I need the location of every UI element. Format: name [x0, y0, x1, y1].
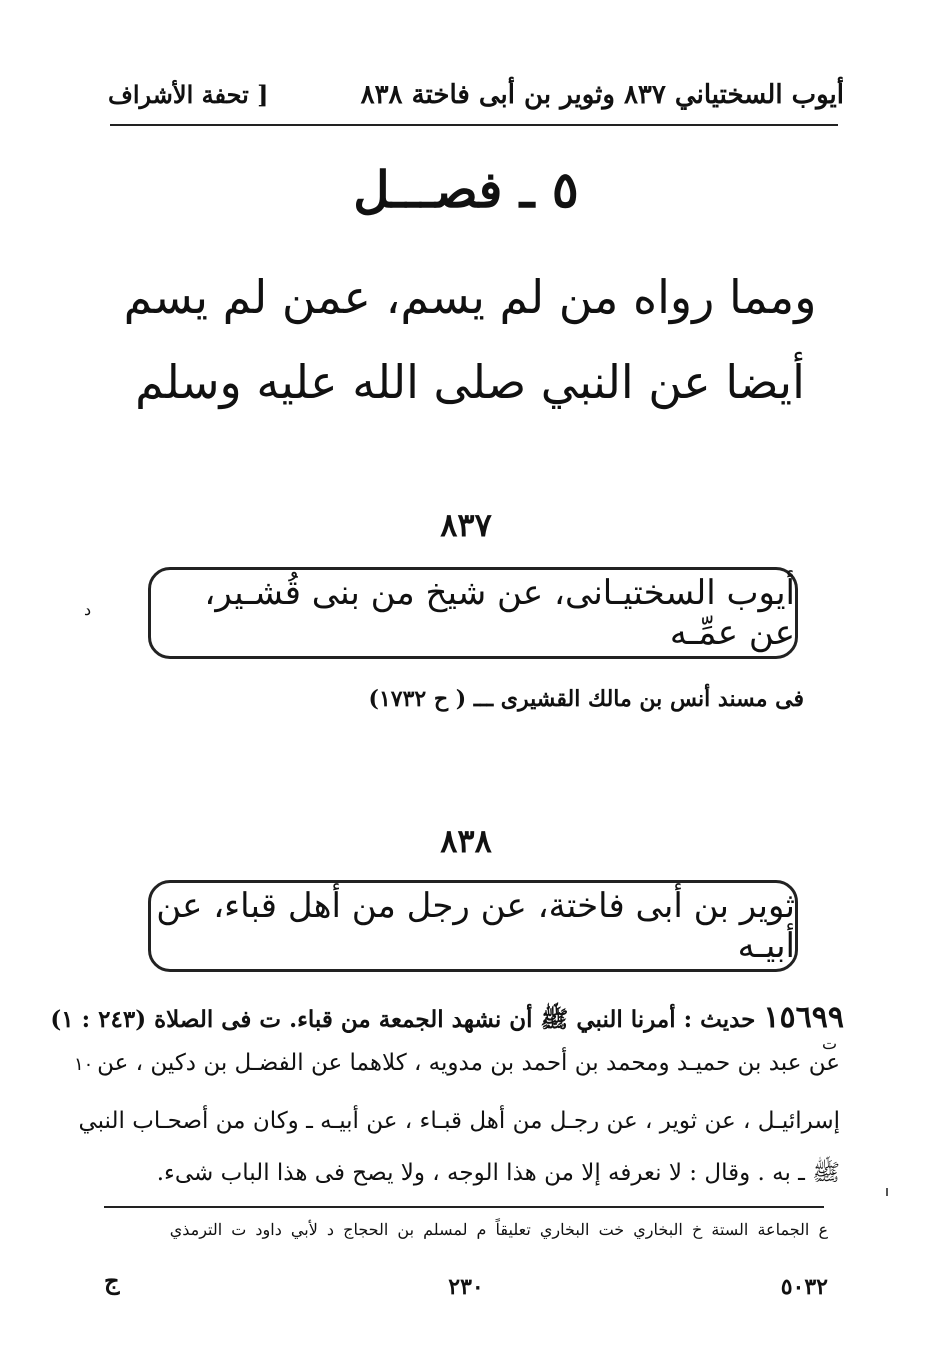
hadith-line: ﷺ ـ به . وقال : لا نعرفه إلا من هذا الوجه ، ولا يصح فى هذا الباب شىء. — [156, 1160, 840, 1186]
hadith-text: حديث : أمرنا النبي ﷺ أن نشهد الجمعة من قباء. ت فى الصلاة (٢٤٣ : ١) — [50, 1006, 756, 1033]
margin-siglum: د — [84, 600, 92, 619]
running-header-book: [ تحفة الأشراف — [108, 80, 269, 109]
cross-reference: فى مسند أنس بن مالك القشيرى ـــ ( ح ١٧٣٢) — [368, 686, 804, 712]
footer-rule — [104, 1206, 824, 1208]
volume-page-marker: ٥٠٣٢ — [780, 1274, 828, 1300]
chapter-title-line-2: أيضا عن النبي صلى الله عليه وسلم — [135, 355, 805, 409]
hadith-line: عن عبد بن حميـد ومحمد بن أحمد بن مدويه ، كلاهما عن الفضـل بن دكين ، عن — [97, 1050, 840, 1076]
section-heading: ٥ ـ فصـــل — [353, 160, 579, 219]
folio-mark: ج — [104, 1266, 120, 1295]
hadith-line — [50, 1000, 844, 1039]
header-rule — [110, 124, 838, 126]
running-header-title: أيوب السختياني ٨٣٧ وثوير بن أبى فاختة ٨٣٨ — [360, 80, 844, 110]
entry-number: ٨٣٧ — [440, 506, 492, 544]
chapter-title-line-1: ومما رواه من لم يسم، عمن لم يسم — [123, 270, 817, 324]
sigla-key: ع الجماعة الستة خ البخاري خت البخاري تعليقاً م لمسلم بن الحجاج د لأبي داود ت الترمذي — [169, 1220, 828, 1239]
hadith-line: إسرائيـل ، عن ثوير ، عن رجـل من أهل قبـاء ، عن أبيـه ـ وكان من أصحـاب النبي — [78, 1108, 840, 1134]
narrator-chain: أيوب السختيـانى، عن شيخ من بنى قُشـير، عن عمِّـه — [204, 573, 795, 653]
entry-number: ٨٣٨ — [440, 822, 492, 860]
margin-siglum: ت — [822, 1034, 838, 1053]
hadith-number: ١٥٦٩٩ — [763, 1000, 844, 1035]
scan-speck — [886, 1188, 888, 1196]
page-number: ٢٣٠ — [448, 1274, 484, 1300]
narrator-box — [148, 880, 798, 972]
narrator-chain: ثوير بن أبى فاختة، عن رجل من أهل قباء، عن أبيـه — [156, 886, 795, 966]
narrator-box — [148, 567, 798, 659]
line-marker: ١٠ — [74, 1054, 94, 1075]
